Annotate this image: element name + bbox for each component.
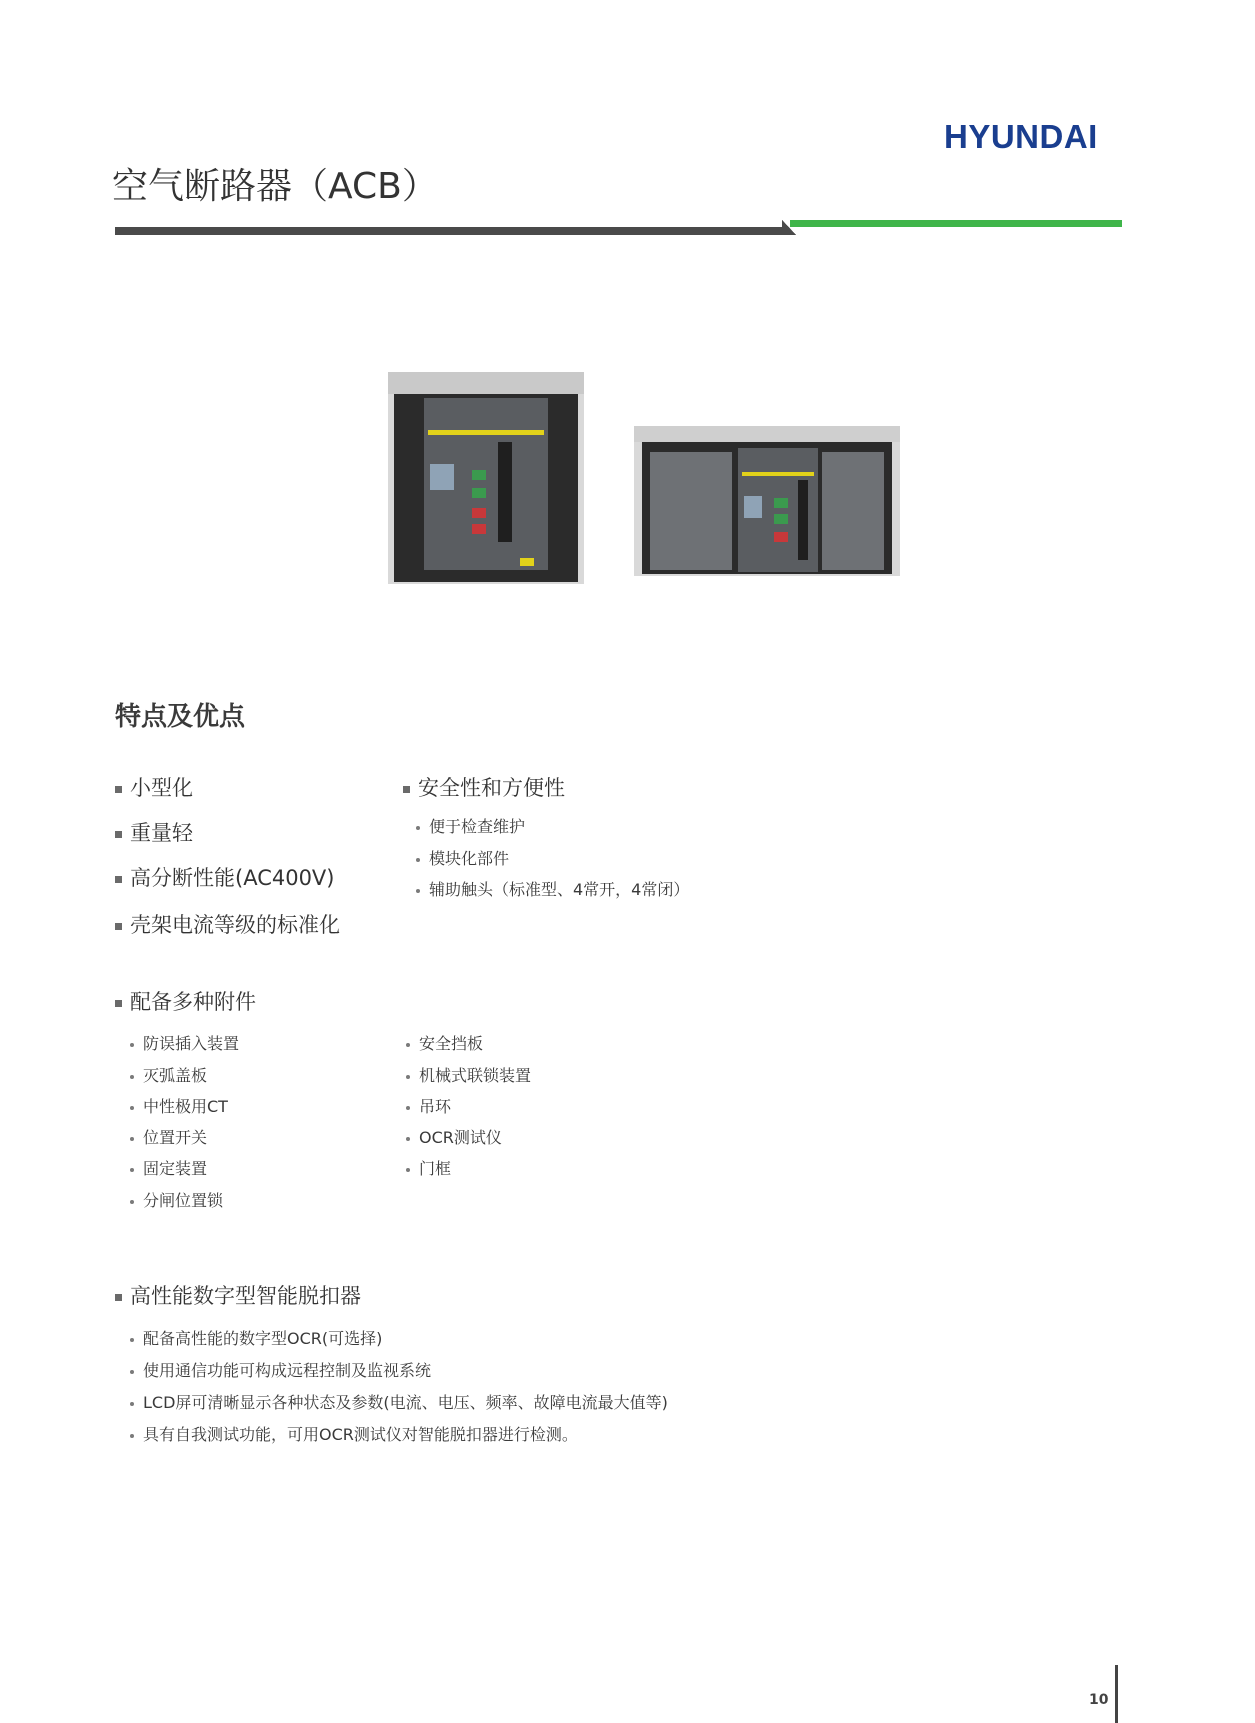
- trip-unit-item: 具有自我测试功能，可用OCR测试仪对智能脱扣器进行检测。: [130, 1422, 578, 1445]
- bullet-dot-icon: [130, 1043, 134, 1047]
- bullet-dot-icon: [130, 1338, 134, 1342]
- bullet-square-icon: [115, 1000, 122, 1007]
- bullet-dot-icon: [130, 1402, 134, 1406]
- bullet-dot-icon: [130, 1137, 134, 1141]
- acb-4pole-photo: [634, 426, 900, 576]
- bullet-dot-icon: [130, 1200, 134, 1204]
- bullet-dot-icon: [416, 826, 420, 830]
- accessory-item: 吊环: [406, 1094, 451, 1117]
- bullet-dot-icon: [406, 1168, 410, 1172]
- hyundai-logo: HYUNDAI: [944, 118, 1098, 155]
- bullet-dot-icon: [130, 1106, 134, 1110]
- trip-unit-item: 使用通信功能可构成远程控制及监视系统: [130, 1358, 431, 1381]
- bullet-square-icon: [115, 786, 122, 793]
- trip-unit-item: LCD屏可清晰显示各种状态及参数(电流、电压、频率、故障电流最大值等): [130, 1390, 668, 1413]
- accessories-heading: 配备多种附件: [115, 986, 256, 1016]
- accessory-item: 灭弧盖板: [130, 1063, 207, 1086]
- accessory-item: 位置开关: [130, 1125, 207, 1148]
- feature-item: 壳架电流等级的标准化: [115, 909, 340, 939]
- bullet-dot-icon: [130, 1434, 134, 1438]
- safety-item: 便于检查维护: [416, 814, 525, 837]
- bullet-dot-icon: [130, 1075, 134, 1079]
- accessory-item: 机械式联锁装置: [406, 1063, 531, 1086]
- bullet-dot-icon: [406, 1043, 410, 1047]
- bullet-dot-icon: [416, 858, 420, 862]
- bullet-dot-icon: [406, 1137, 410, 1141]
- title-rule-green: [790, 220, 1122, 227]
- bullet-dot-icon: [416, 889, 420, 893]
- accessory-item: 分闸位置锁: [130, 1188, 223, 1211]
- accessory-item: 安全挡板: [406, 1031, 483, 1054]
- safety-item: 辅助触头（标准型、4常开，4常闭）: [416, 877, 689, 900]
- bullet-dot-icon: [406, 1106, 410, 1110]
- trip-unit-item: 配备高性能的数字型OCR(可选择): [130, 1326, 382, 1349]
- feature-item: 小型化: [115, 772, 193, 802]
- page-number: 10: [1089, 1692, 1109, 1708]
- acb-3pole-photo: [388, 372, 584, 584]
- features-heading: 特点及优点: [115, 702, 246, 732]
- title-rule-dark: [115, 227, 787, 235]
- page-number-bar: [1115, 1665, 1118, 1723]
- accessory-item: 中性极用CT: [130, 1094, 228, 1117]
- bullet-square-icon: [115, 1294, 122, 1301]
- safety-heading: 安全性和方便性: [403, 772, 565, 802]
- page-title: 空气断路器（ACB）: [112, 166, 438, 207]
- accessory-item: OCR测试仪: [406, 1125, 502, 1148]
- bullet-square-icon: [115, 831, 122, 838]
- bullet-dot-icon: [130, 1370, 134, 1374]
- feature-item: 重量轻: [115, 817, 193, 847]
- feature-item: 高分断性能(AC400V): [115, 862, 335, 892]
- accessory-item: 门框: [406, 1156, 451, 1179]
- bullet-square-icon: [403, 786, 410, 793]
- trip-unit-heading: 高性能数字型智能脱扣器: [115, 1280, 361, 1310]
- bullet-square-icon: [115, 876, 122, 883]
- bullet-square-icon: [115, 923, 122, 930]
- bullet-dot-icon: [130, 1168, 134, 1172]
- accessory-item: 防误插入装置: [130, 1031, 239, 1054]
- bullet-dot-icon: [406, 1075, 410, 1079]
- safety-item: 模块化部件: [416, 846, 509, 869]
- accessory-item: 固定装置: [130, 1156, 207, 1179]
